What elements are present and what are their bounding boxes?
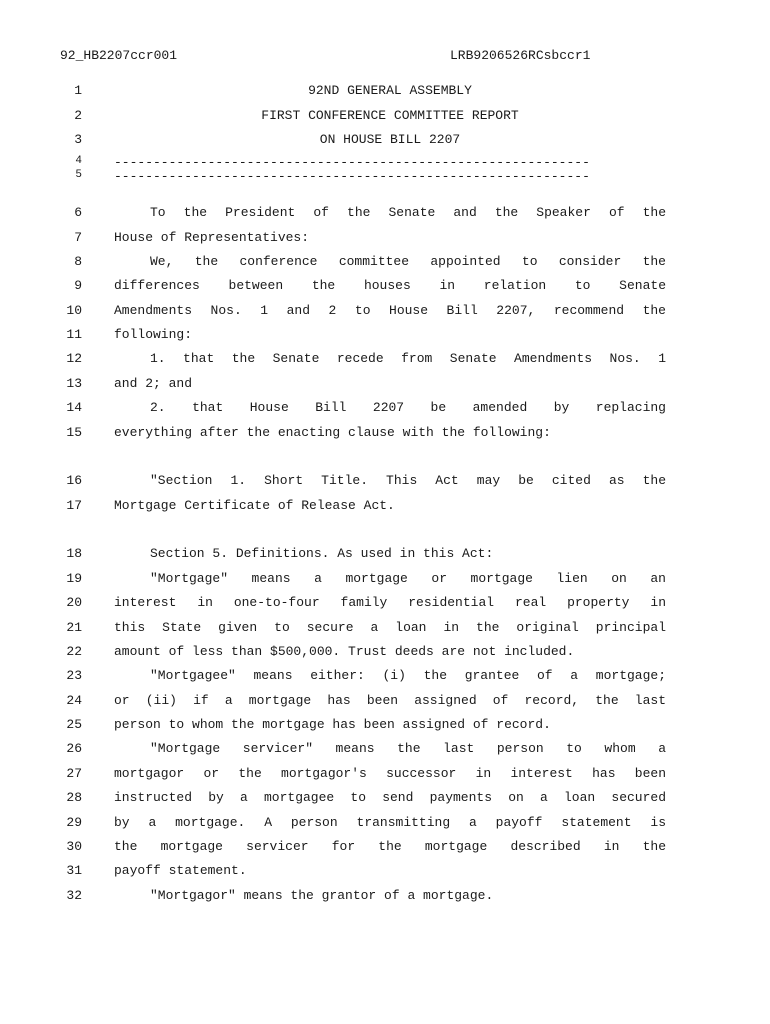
separator-line: ------------------------------------------------------------- bbox=[114, 169, 590, 184]
document-line bbox=[0, 376, 770, 396]
line-text: Mortgage Certificate of Release Act. bbox=[114, 498, 395, 513]
line-text: "Mortgage servicer" means the last person to whom a bbox=[150, 741, 666, 756]
document-line bbox=[0, 132, 770, 152]
line-text: everything after the enacting clause with the following: bbox=[114, 425, 551, 440]
line-number: 22 bbox=[66, 644, 82, 659]
line-text: ON HOUSE BILL 2207 bbox=[319, 132, 461, 147]
line-text: Amendments Nos. 1 and 2 to House Bill 2207, recommend the bbox=[114, 303, 666, 318]
line-number: 6 bbox=[74, 205, 82, 220]
document-line bbox=[0, 83, 770, 103]
document-line bbox=[0, 425, 770, 445]
document-line bbox=[0, 693, 770, 713]
line-number: 8 bbox=[74, 254, 82, 269]
separator-line: ------------------------------------------------------------- bbox=[114, 155, 590, 170]
document-line bbox=[0, 473, 770, 493]
line-number: 18 bbox=[66, 546, 82, 561]
line-number: 23 bbox=[66, 668, 82, 683]
line-number: 24 bbox=[66, 693, 82, 708]
line-text: "Section 1. Short Title. This Act may be cited as the bbox=[150, 473, 666, 488]
line-number: 2 bbox=[74, 108, 82, 123]
document-line bbox=[0, 327, 770, 347]
line-number: 27 bbox=[66, 766, 82, 781]
line-text: this State given to secure a loan in the original principal bbox=[114, 620, 666, 635]
line-number: 12 bbox=[66, 351, 82, 366]
line-text: by a mortgage. A person transmitting a payoff statement is bbox=[114, 815, 666, 830]
line-text: following: bbox=[114, 327, 193, 342]
line-text: or (ii) if a mortgage has been assigned of record, the last bbox=[114, 693, 666, 708]
document-id-right: LRB9206526RCsbccr1 bbox=[450, 48, 591, 63]
line-text: "Mortgagor" means the grantor of a mortgage. bbox=[150, 888, 494, 903]
line-number: 28 bbox=[66, 790, 82, 805]
line-number: 25 bbox=[66, 717, 82, 732]
line-text: interest in one-to-four family residential real property in bbox=[114, 595, 666, 610]
line-text: We, the conference committee appointed to consider the bbox=[150, 254, 666, 269]
line-text: 1. that the Senate recede from Senate Amendments Nos. 1 bbox=[150, 351, 666, 366]
line-text: the mortgage servicer for the mortgage described in the bbox=[114, 839, 666, 854]
line-text: Section 5. Definitions. As used in this Act: bbox=[150, 546, 494, 561]
line-number: 30 bbox=[66, 839, 82, 854]
line-number: 26 bbox=[66, 741, 82, 756]
line-text: To the President of the Senate and the Speaker of the bbox=[150, 205, 666, 220]
line-number: 1 bbox=[74, 83, 82, 98]
document-line bbox=[0, 571, 770, 591]
line-text: amount of less than $500,000. Trust deeds are not included. bbox=[114, 644, 575, 659]
line-text: "Mortgage" means a mortgage or mortgage lien on an bbox=[150, 571, 666, 586]
line-number: 21 bbox=[66, 620, 82, 635]
line-text: differences between the houses in relation to Senate bbox=[114, 278, 666, 293]
line-number: 31 bbox=[66, 863, 82, 878]
document-line bbox=[0, 790, 770, 810]
line-text: person to whom the mortgage has been assigned of record. bbox=[114, 717, 551, 732]
line-number: 15 bbox=[66, 425, 82, 440]
document-line bbox=[0, 815, 770, 835]
line-text: 92ND GENERAL ASSEMBLY bbox=[308, 83, 472, 98]
document-line bbox=[0, 230, 770, 250]
line-number: 7 bbox=[74, 230, 82, 245]
document-line bbox=[0, 546, 770, 566]
document-line bbox=[0, 839, 770, 859]
line-text: and 2; and bbox=[114, 376, 193, 391]
document-line bbox=[0, 400, 770, 420]
line-number: 9 bbox=[74, 278, 82, 293]
document-line bbox=[0, 717, 770, 737]
document-line bbox=[0, 498, 770, 518]
line-text: FIRST CONFERENCE COMMITTEE REPORT bbox=[261, 108, 519, 123]
line-text: instructed by a mortgagee to send payments on a loan secured bbox=[114, 790, 666, 805]
line-number: 5 bbox=[75, 169, 82, 181]
document-line bbox=[0, 254, 770, 274]
line-number: 3 bbox=[74, 132, 82, 147]
line-number: 29 bbox=[66, 815, 82, 830]
document-line bbox=[0, 741, 770, 761]
line-number: 11 bbox=[66, 327, 82, 342]
line-number: 17 bbox=[66, 498, 82, 513]
document-line bbox=[0, 644, 770, 664]
line-text: "Mortgagee" means either: (i) the grantee of a mortgage; bbox=[150, 668, 666, 683]
line-number: 19 bbox=[66, 571, 82, 586]
line-number: 14 bbox=[66, 400, 82, 415]
line-text: mortgagor or the mortgagor's successor in interest has been bbox=[114, 766, 666, 781]
line-number: 4 bbox=[75, 155, 82, 167]
document-line bbox=[0, 766, 770, 786]
document-line bbox=[0, 620, 770, 640]
document-line bbox=[0, 169, 770, 189]
document-line bbox=[0, 668, 770, 688]
line-number: 16 bbox=[66, 473, 82, 488]
document-line bbox=[0, 595, 770, 615]
line-text: 2. that House Bill 2207 be amended by replacing bbox=[150, 400, 666, 415]
document-line bbox=[0, 863, 770, 883]
document-line bbox=[0, 108, 770, 128]
line-number: 13 bbox=[66, 376, 82, 391]
line-number: 10 bbox=[66, 303, 82, 318]
line-number: 32 bbox=[66, 888, 82, 903]
document-line bbox=[0, 205, 770, 225]
document-line bbox=[0, 278, 770, 298]
document-line bbox=[0, 351, 770, 371]
document-id-left: 92_HB2207ccr001 bbox=[60, 48, 178, 63]
document-line bbox=[0, 888, 770, 908]
line-number: 20 bbox=[66, 595, 82, 610]
line-text: payoff statement. bbox=[114, 863, 247, 878]
document-line bbox=[0, 303, 770, 323]
line-text: House of Representatives: bbox=[114, 230, 310, 245]
